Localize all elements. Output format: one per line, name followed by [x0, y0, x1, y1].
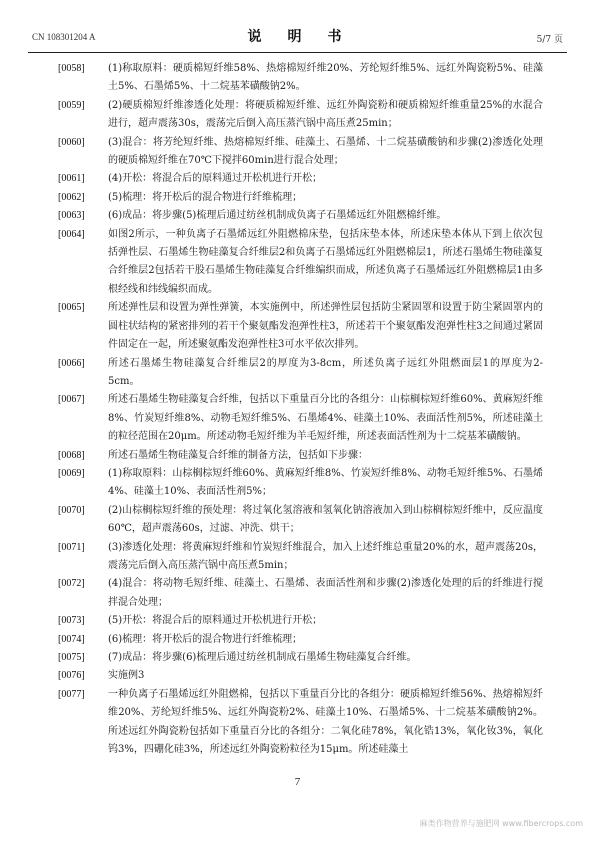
- paragraph: [58, 612, 543, 630]
- paragraph-number: [0061]: [58, 173, 85, 185]
- paragraph-text: (3)渗透化处理：将黄麻短纤维和竹炭短纤维混合，加入上述纤维总重量20%的水，超声震荡20s，震荡完后倒入高压蒸汽锅中高压煮5min；: [108, 541, 543, 571]
- paragraph-number: [0076]: [58, 670, 85, 682]
- paragraph-number: [0069]: [58, 467, 85, 479]
- paragraph-text: 一种负离子石墨烯远红外阻燃棉，包括以下重量百分比的各组分：硬质棉短纤维56%、热熔棉短纤维20%、芳纶短纤维5%、远红外陶瓷粉2%、硅藻土10%、石墨烯5%、十二烷基苯磺酸钠2%。所述远红外陶瓷粉包括如下重量百分比的各组分：二氧化硅78%，氧化锆13%，氧化钕3%，氧化钨3%，四硼化硅3%，所述远红外陶瓷粉粒径为15μm。所述硅藻土: [108, 688, 543, 756]
- paragraph-text: (6)梳理：将开松后的混合物进行纤维梳理；: [108, 633, 303, 645]
- paragraph-text: 如图2所示，一种负离子石墨烯远红外阻燃棉床垫，包括床垫本体，所述床垫本体从下到上依次包括弹性层、石墨烯生物硅藻复合纤维层2和负离子石墨烯远红外阻燃棉层1，所述石墨烯生物硅藻复合纤维层2包括若干股石墨烯生物硅藻复合纤维编织而成，所述负离子石墨烯远红外阻燃棉层1由多根经线和纬线编织而成。: [108, 228, 543, 295]
- paragraph-number: [0073]: [58, 615, 85, 627]
- paragraph-text: (4)混合：将动物毛短纤维、硅藻土、石墨烯、表面活性剂和步骤(2)渗透化处理的后的纤维进行搅拌混合处理；: [108, 578, 543, 608]
- paragraph-number: [0059]: [58, 99, 85, 111]
- paragraph-number: [0066]: [58, 357, 85, 369]
- paragraph-text: (1)称取原料：硬质棉短纤维58%、热熔棉短纤维20%、芳纶短纤维5%、远红外陶瓷粉5%、硅藻土5%、石墨烯5%、十二烷基苯磺酸钠2%。: [108, 63, 543, 93]
- paragraph-number: [0062]: [58, 191, 85, 203]
- paragraph-number: [0063]: [58, 210, 85, 222]
- paragraph-text: 所述弹性层和设置为弹性弹簧，本实施例中，所述弹性层包括防尘紧固罩和设置于防尘紧固罩内的圆柱状结构的紧密排列的若干个聚氨酯发泡弹性柱3，所述若干个聚氨酯发泡弹性柱3之间通过紧固件固定在一起，所述聚氨酯发泡弹性柱3可水平依次排列。: [108, 302, 543, 351]
- paragraph: [58, 465, 543, 502]
- paragraph: [58, 97, 543, 134]
- paragraph-text: (7)成品：将步骤(6)梳理后通过纺丝机制成石墨烯生物硅藻复合纤维。: [108, 652, 417, 663]
- paragraph-text: (3)混合：将芳纶短纤维、热熔棉短纤维、硅藻土、石墨烯、十二烷基磺酸钠和步骤(2)渗透化处理的硬质棉短纤维在70℃下搅拌60min进行混合处理；: [108, 136, 543, 167]
- watermark-text: 麻类作物营养与施肥网 www.fibercrops.com: [419, 819, 583, 828]
- paragraph-number: [0058]: [58, 63, 85, 74]
- paragraph: [58, 60, 543, 97]
- paragraph: [58, 631, 543, 649]
- page-header: [28, 26, 567, 46]
- paragraph-text: (5)梳理：将开松后的混合物进行纤维梳理；: [108, 191, 303, 203]
- paragraph: [58, 134, 543, 171]
- paragraph-number: [0060]: [58, 136, 85, 148]
- paragraph: [58, 226, 543, 300]
- paragraph-number: [0071]: [58, 541, 85, 553]
- paragraph-text: (2)山棕榈棕短纤维的预处理：将过氧化氢溶液和氢氧化钠溶液加入到山棕榈棕短纤维中，反应温度60℃，超声震荡60s，过滤、冲洗、烘干；: [108, 504, 543, 535]
- paragraph-text: 所述石墨烯生物硅藻复合纤维层2的厚度为3-8cm，所述负离子远红外阻燃面层1的厚度为2-5cm。: [108, 357, 543, 387]
- paragraph: [58, 355, 543, 392]
- paragraph-text: 实施例3: [108, 670, 145, 682]
- publication-number: CN 108301204 A: [32, 32, 96, 42]
- paragraph: [58, 299, 543, 354]
- paragraph-number: [0064]: [58, 228, 85, 240]
- paragraph: [58, 502, 543, 539]
- paragraph: [58, 667, 543, 685]
- paragraph-number: [0068]: [58, 449, 85, 461]
- paragraph-number: [0065]: [58, 302, 85, 314]
- paragraph: [58, 575, 543, 612]
- paragraph: [58, 391, 543, 446]
- page-number: 7: [294, 776, 301, 788]
- paragraph-text: (4)开松：将混合后的原料通过开松机进行开松；: [108, 173, 323, 185]
- paragraph: [58, 649, 543, 667]
- paragraph: [58, 170, 543, 188]
- paragraph-text: 所述石墨烯生物硅藻复合纤维的制备方法，包括如下步骤：: [108, 449, 368, 461]
- page-indicator: 5/7 页: [536, 35, 563, 45]
- document-title: 说 明 书: [247, 29, 348, 45]
- paragraph-number: [0067]: [58, 394, 85, 406]
- paragraph: [58, 447, 543, 465]
- paragraph-text: 所述石墨烯生物硅藻复合纤维，包括以下重量百分比的各组分：山棕榈棕短纤维60%、黄麻短纤维8%、竹炭短纤维8%、动物毛短纤维5%、石墨烯4%、硅藻土10%、表面活性剂5%，所述硅藻土的粒径范围在20μm。所述动物毛短纤维为羊毛短纤维，所述表面活性剂为十二烷基苯磺酸钠。: [108, 394, 543, 443]
- paragraph-text: (6)成品：将步骤(5)梳理后通过纺丝机制成负离子石墨烯远红外阻燃棉纤维。: [108, 210, 447, 222]
- paragraph: [58, 539, 543, 576]
- paragraph: [58, 207, 543, 225]
- paragraph: [58, 189, 543, 207]
- paragraph-number: [0074]: [58, 633, 85, 645]
- header-divider: [28, 52, 567, 53]
- paragraph-number: [0075]: [58, 652, 85, 663]
- paragraph-text: (1)称取原料：山棕榈棕短纤维60%、黄麻短纤维8%、竹炭短纤维8%、动物毛短纤维5%、石墨烯4%、硅藻土10%、表面活性剂5%；: [108, 467, 543, 498]
- document-body: [58, 60, 543, 759]
- paragraph-number: [0070]: [58, 504, 85, 516]
- paragraph-number: [0072]: [58, 578, 85, 590]
- paragraph-number: [0077]: [58, 688, 85, 700]
- paragraph-text: (5)开松：将混合后的原料通过开松机进行开松；: [108, 615, 323, 627]
- paragraph: [58, 686, 543, 760]
- paragraph-text: (2)硬质棉短纤维渗透化处理：将硬质棉短纤维、远红外陶瓷粉和硬质棉短纤维重量25%的水混合进行，超声震荡30s，震荡完后倒入高压蒸汽锅中高压煮25min；: [108, 99, 543, 130]
